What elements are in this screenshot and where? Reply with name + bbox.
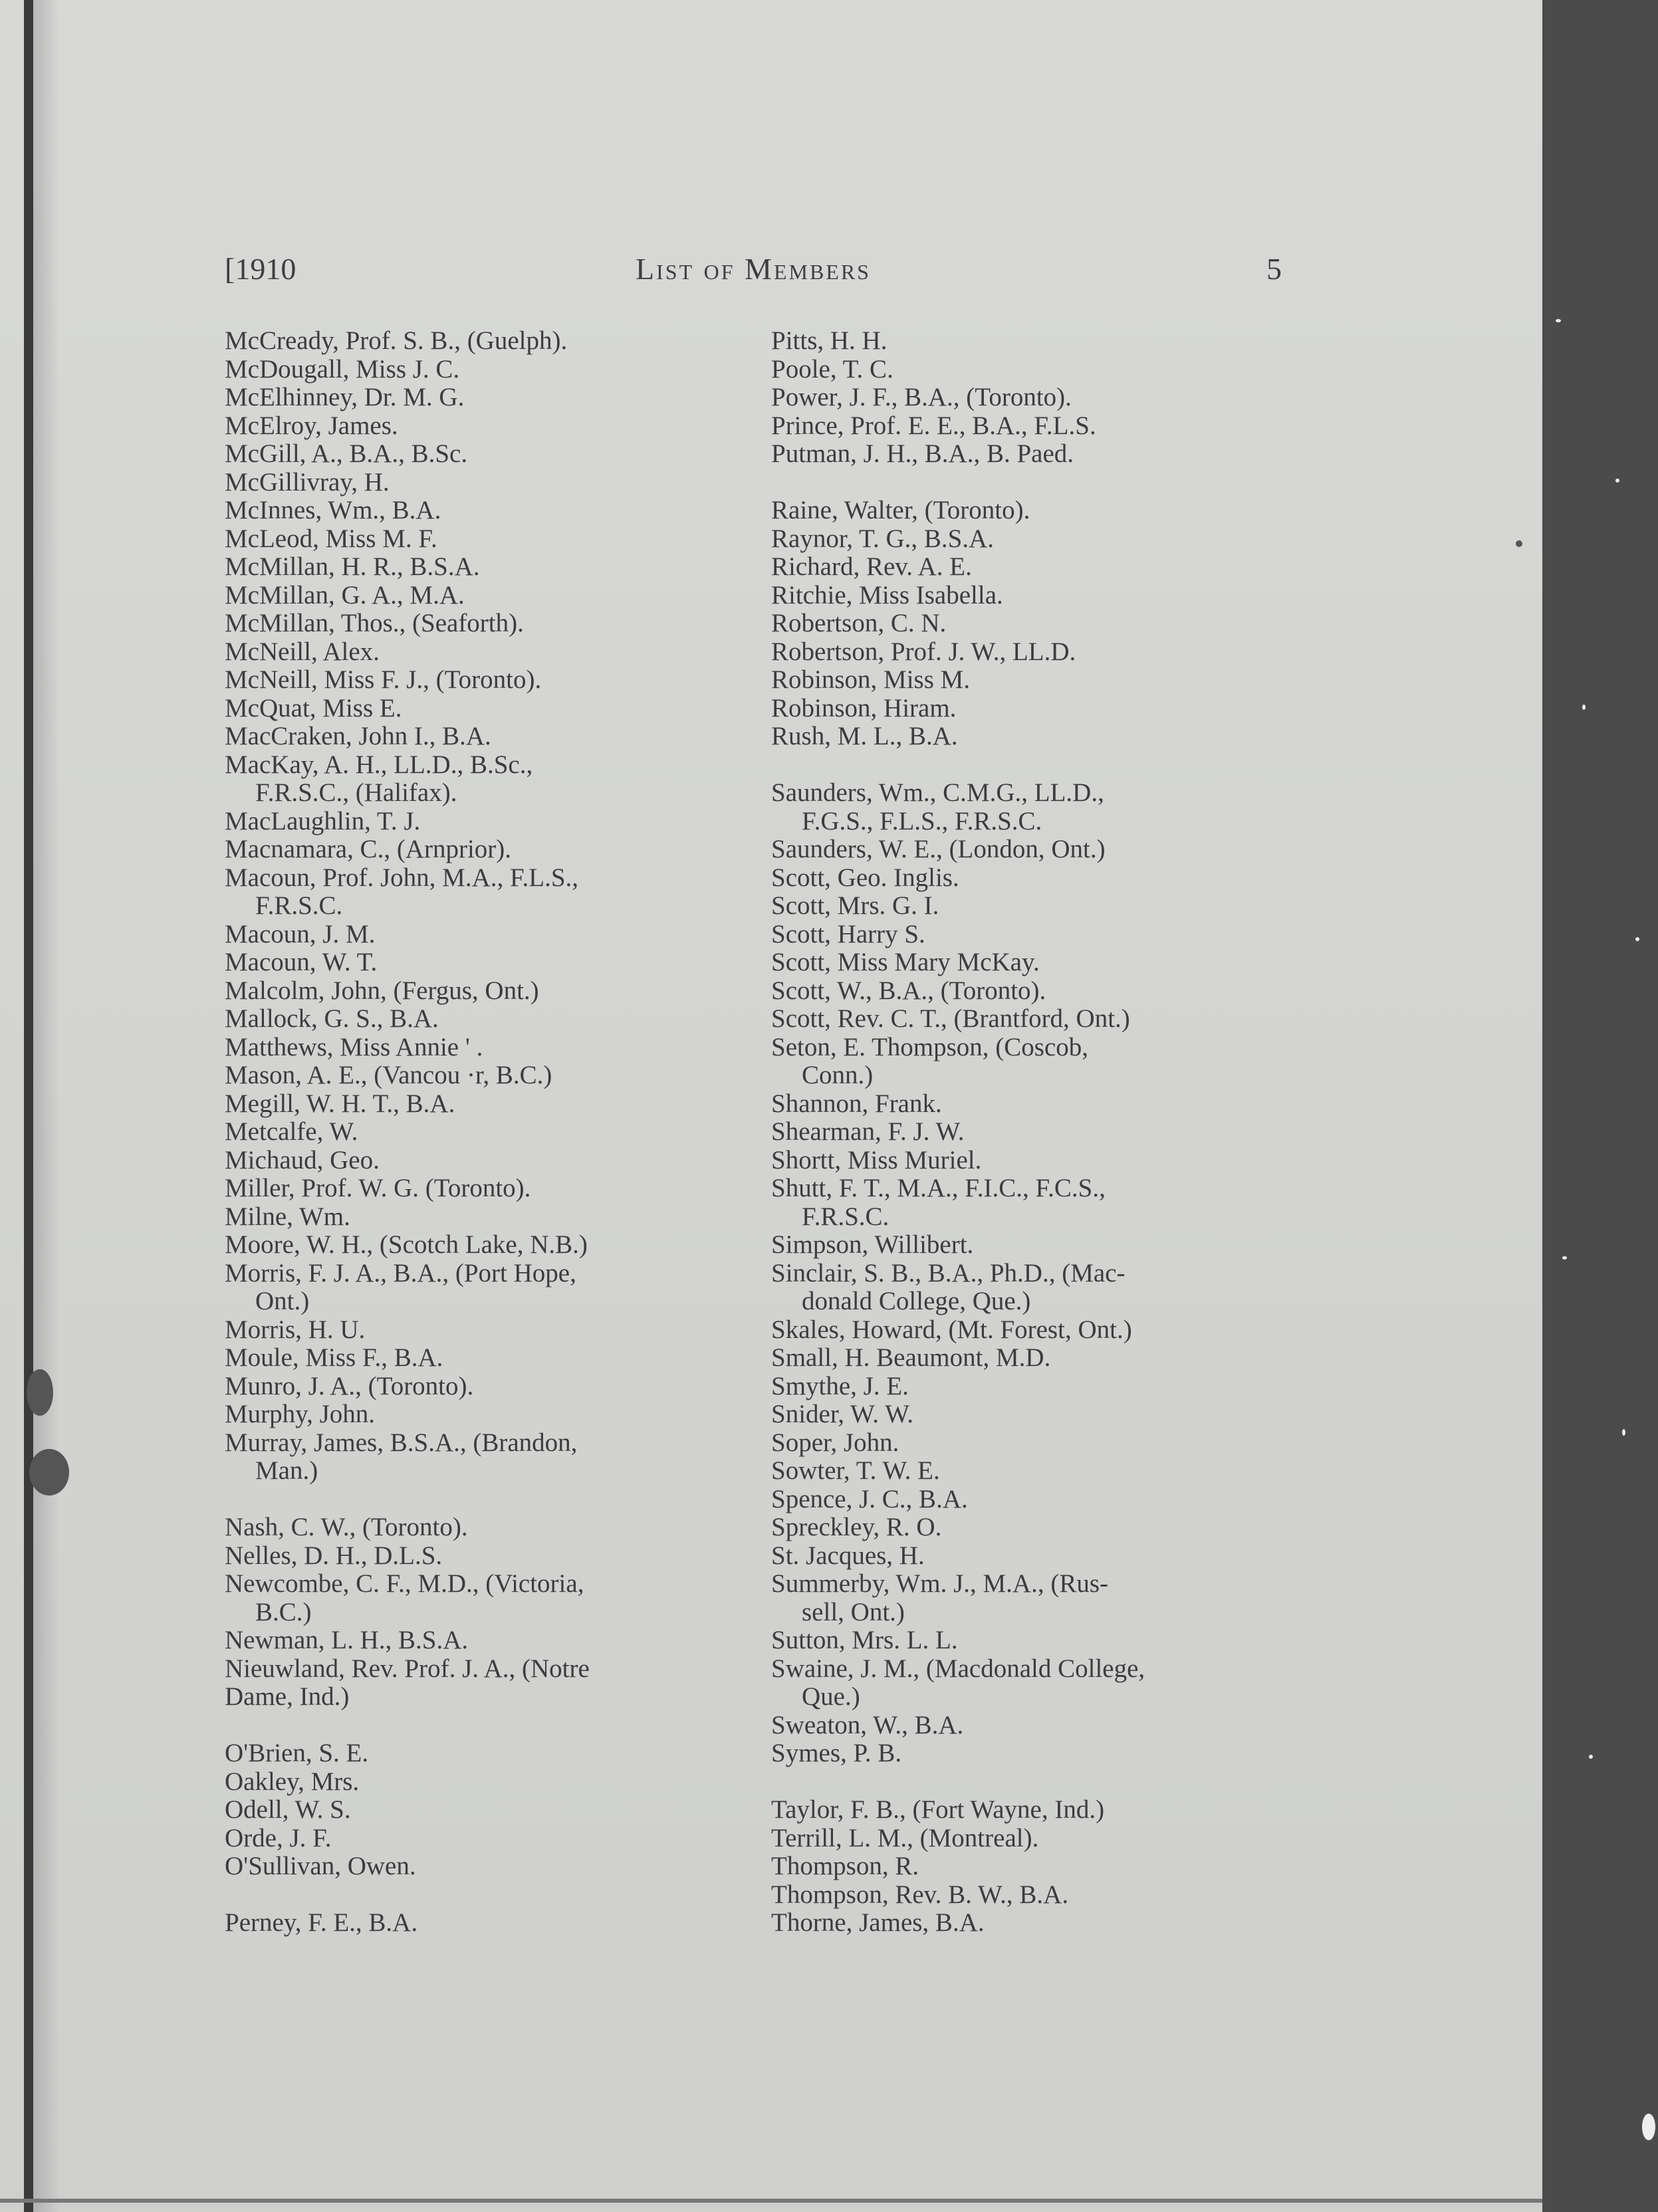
member-entry: Richard, Rev. A. E. [771,552,972,581]
member-entry-continuation: Ont.) [255,1287,310,1315]
member-entry: Nelles, D. H., D.L.S. [225,1541,443,1570]
blemish [29,1449,69,1495]
member-entry: Power, J. F., B.A., (Toronto). [771,383,1072,411]
section-gap [225,1712,730,1740]
member-entry: McMillan, H. R., B.S.A. [225,552,480,581]
member-entry: Shutt, F. T., M.A., F.I.C., F.C.S., [771,1174,1106,1202]
member-entry: Robinson, Miss M. [771,665,971,694]
member-entry: Dame, Ind.) [225,1682,350,1711]
member-entry: McNeill, Miss F. J., (Toronto). [225,665,542,694]
member-entry: McLeod, Miss M. F. [225,524,437,553]
member-entry: Perney, F. E., B.A. [225,1908,418,1937]
member-entry: Summerby, Wm. J., M.A., (Rus- [771,1569,1108,1598]
member-entry: Mallock, G. S., B.A. [225,1004,439,1033]
member-entry: Rush, M. L., B.A. [771,722,958,750]
member-entry: Simpson, Willibert. [771,1230,974,1259]
member-entry: Macoun, Prof. John, M.A., F.L.S., [225,863,579,892]
member-entry-continuation: F.G.S., F.L.S., F.R.S.C. [802,806,1042,835]
member-entry: Saunders, Wm., C.M.G., LL.D., [771,778,1104,807]
member-entry: Megill, W. H. T., B.A. [225,1089,455,1118]
member-entry: McMillan, Thos., (Seaforth). [225,609,524,637]
member-entry-continuation: sell, Ont.) [802,1597,905,1626]
member-entry: Saunders, W. E., (London, Ont.) [771,835,1106,863]
member-entry: Prince, Prof. E. E., B.A., F.L.S. [771,411,1096,440]
member-entry: Spence, J. C., B.A. [771,1484,968,1513]
member-entry: Milne, Wm. [225,1202,350,1231]
header-year: [1910 [225,252,296,286]
member-entry: Nieuwland, Rev. Prof. J. A., (Notre [225,1654,590,1683]
member-entry: Munro, J. A., (Toronto). [225,1371,474,1400]
member-entry: Shearman, F. J. W. [771,1117,965,1146]
member-entry: Malcolm, John, (Fergus, Ont.) [225,976,539,1005]
members-column-right [771,327,1296,1937]
member-entry: McDougall, Miss J. C. [225,354,460,384]
member-entry: MacCraken, John I., B.A. [225,722,491,750]
member-entry: Symes, P. B. [771,1739,902,1767]
member-entry: Sutton, Mrs. L. L. [771,1626,958,1654]
page-header [225,251,1282,298]
section-gap [225,1881,730,1910]
member-entry: Scott, W., B.A., (Toronto). [771,976,1046,1005]
member-entry: Scott, Miss Mary McKay. [771,948,1040,976]
member-entry: Nash, C. W., (Toronto). [225,1513,468,1541]
binding-shadow [33,0,60,2212]
member-entry: Small, H. Beaumont, M.D. [771,1343,1051,1372]
member-entry: Sowter, T. W. E. [771,1456,940,1485]
member-entry: Soper, John. [771,1428,899,1457]
member-entry-continuation: B.C.) [255,1597,312,1626]
member-entry: Scott, Harry S. [771,919,925,948]
member-entry: Moore, W. H., (Scotch Lake, N.B.) [225,1230,588,1259]
member-entry: Morris, F. J. A., B.A., (Port Hope, [225,1258,576,1287]
member-entry: Orde, J. F. [225,1823,332,1852]
member-entry: Murphy, John. [225,1400,376,1428]
member-entry: Scott, Mrs. G. I. [771,891,939,920]
member-entry: Odell, W. S. [225,1795,351,1824]
member-entry: O'Sullivan, Owen. [225,1852,416,1880]
member-entry: Michaud, Geo. [225,1145,380,1174]
scanner-background [1542,0,1658,2212]
member-entry: Robertson, Prof. J. W., LL.D. [771,637,1076,666]
member-entry-continuation: donald College, Que.) [802,1287,1031,1315]
member-entry: Poole, T. C. [771,354,893,384]
member-entry: Miller, Prof. W. G. (Toronto). [225,1174,531,1202]
member-entry: McMillan, G. A., M.A. [225,580,465,609]
member-entry: Morris, H. U. [225,1315,366,1344]
member-entry: Smythe, J. E. [771,1371,909,1400]
member-entry: Thorne, James, B.A. [771,1908,985,1937]
blemish [27,1369,53,1416]
member-entry: Raine, Walter, (Toronto). [771,496,1030,524]
binding-edge [24,0,33,2212]
member-entry: Sweaton, W., B.A. [771,1710,964,1739]
member-entry: O'Brien, S. E. [225,1739,369,1767]
member-entry: Matthews, Miss Annie ' . [225,1032,483,1061]
members-column-left [225,327,730,1937]
member-entry: Thompson, Rev. B. W., B.A. [771,1880,1069,1909]
section-gap [771,751,1296,780]
member-entry: Macoun, J. M. [225,919,376,948]
member-entry: Shortt, Miss Muriel. [771,1145,982,1174]
member-entry: McElhinney, Dr. M. G. [225,383,465,411]
member-entry: Seton, E. Thompson, (Coscob, [771,1032,1089,1061]
member-entry: Mason, A. E., (Vancou ·r, B.C.) [225,1061,552,1089]
member-entry: Sinclair, S. B., B.A., Ph.D., (Mac- [771,1258,1125,1287]
member-entry: Spreckley, R. O. [771,1513,942,1541]
member-entry: Moule, Miss F., B.A. [225,1343,443,1372]
member-entry: McGill, A., B.A., B.Sc. [225,439,468,468]
member-entry-continuation: F.R.S.C., (Halifax). [255,778,457,807]
member-entry: Robertson, C. N. [771,609,947,637]
section-gap [771,469,1296,497]
member-entry: McQuat, Miss E. [225,693,402,722]
header-page-number: 5 [1266,252,1282,286]
blemish [1516,540,1522,547]
member-entry: St. Jacques, H. [771,1541,925,1570]
member-entry: McNeill, Alex. [225,637,380,666]
member-entry: McInnes, Wm., B.A. [225,496,441,524]
member-entry: Thompson, R. [771,1852,919,1880]
member-entry: Scott, Geo. Inglis. [771,863,959,892]
member-entry: Ritchie, Miss Isabella. [771,580,1003,609]
section-gap [225,1486,730,1514]
member-entry-continuation: Conn.) [802,1061,874,1089]
member-entry: Skales, Howard, (Mt. Forest, Ont.) [771,1315,1132,1344]
member-entry-continuation: F.R.S.C. [802,1202,889,1231]
member-entry: Putman, J. H., B.A., B. Paed. [771,439,1074,468]
section-gap [771,1768,1296,1797]
bottom-border [0,2199,1542,2203]
member-entry: Shannon, Frank. [771,1089,942,1118]
member-entry: Oakley, Mrs. [225,1767,360,1796]
member-entry: McGillivray, H. [225,467,390,497]
member-entry-continuation: Que.) [802,1682,860,1711]
member-entry: Macoun, W. T. [225,948,378,976]
member-entry: Snider, W. W. [771,1400,914,1428]
member-entry: Raynor, T. G., B.S.A. [771,524,995,553]
member-entry: Macnamara, C., (Arnprior). [225,835,511,863]
member-entry: Metcalfe, W. [225,1117,358,1146]
member-entry: MacKay, A. H., LL.D., B.Sc., [225,750,533,779]
member-entry-continuation: Man.) [255,1456,318,1485]
member-entry: Scott, Rev. C. T., (Brantford, Ont.) [771,1004,1130,1033]
member-entry: Newcombe, C. F., M.D., (Victoria, [225,1569,584,1598]
member-entry: Newman, L. H., B.S.A. [225,1626,469,1654]
member-entry: Murray, James, B.S.A., (Brandon, [225,1428,578,1457]
member-entry: McElroy, James. [225,411,398,440]
header-title: List of Members [636,252,871,286]
member-entry: MacLaughlin, T. J. [225,806,421,835]
member-entry: Terrill, L. M., (Montreal). [771,1823,1039,1852]
member-entry: Taylor, F. B., (Fort Wayne, Ind.) [771,1795,1105,1824]
member-entry-continuation: F.R.S.C. [255,891,343,920]
member-entry: McCready, Prof. S. B., (Guelph). [225,326,568,355]
member-entry: Pitts, H. H. [771,326,888,355]
member-entry: Robinson, Hiram. [771,693,957,722]
member-entry: Swaine, J. M., (Macdonald College, [771,1654,1145,1683]
